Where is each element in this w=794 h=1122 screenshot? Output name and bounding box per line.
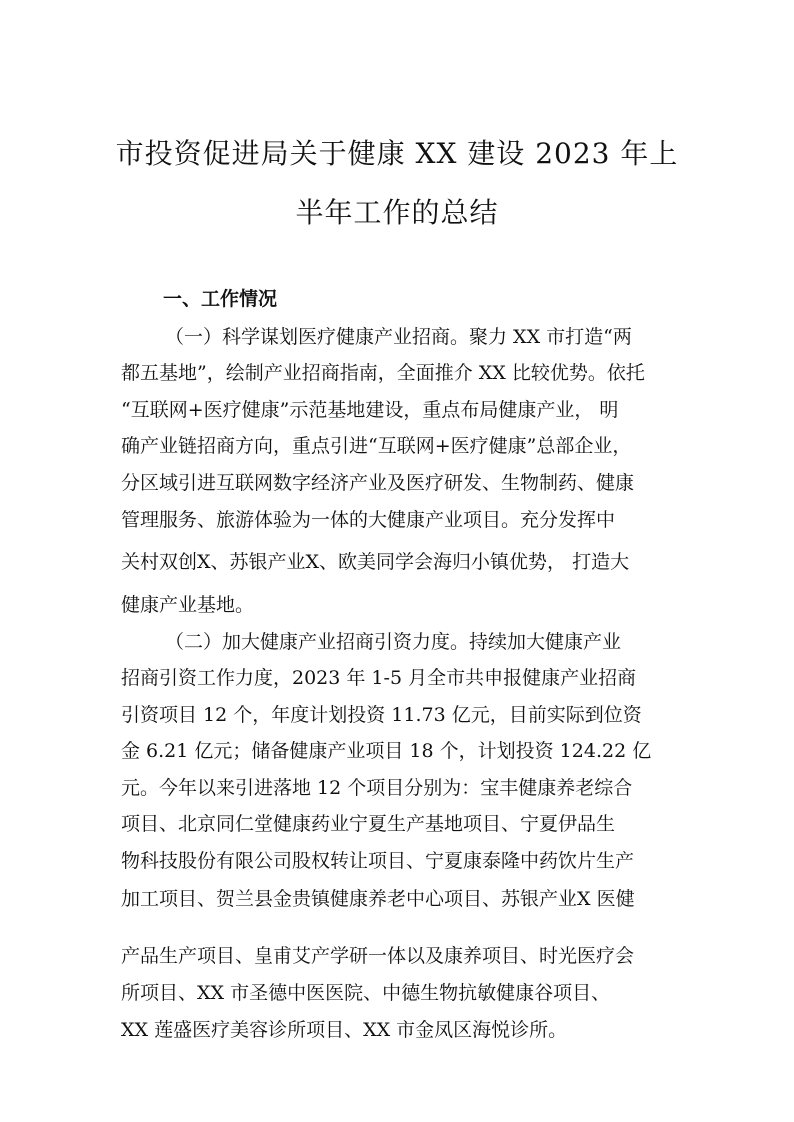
paragraph-2-line: 引资项目 12 个，年度计划投资 11.73 亿元，目前实际到位资 [121, 704, 642, 726]
document-title-line-2: 半年工作的总结 [295, 196, 499, 229]
paragraph-1-line: “互联网+医疗健康”示范基地建设，重点布局健康产业， 明 [121, 399, 619, 421]
section-heading: 一、工作情况 [163, 288, 278, 310]
paragraph-1-line: 关村双创X、苏银产业X、欧美同学会海归小镇优势， 打造大 [121, 551, 630, 573]
paragraph-1-line: 分区域引进互联网数字经济产业及医疗研发、生物制药、健康 [121, 472, 635, 494]
paragraph-2-line: 项目、北京同仁堂健康药业宁夏生产基地项目、宁夏伊品生 [121, 813, 616, 835]
paragraph-2-line: （二）加大健康产业招商引资力度。持续加大健康产业 [165, 631, 622, 653]
paragraph-2-line: 所项目、XX 市圣德中医医院、中德生物抗敏健康谷项目、 [121, 982, 611, 1004]
paragraph-2-line: 元。今年以来引进落地 12 个项目分别为：宝丰健康养老综合 [121, 777, 633, 799]
paragraph-1-line: （一）科学谋划医疗健康产业招商。聚力 XX 市打造“两 [165, 326, 632, 348]
paragraph-1-line: 都五基地”，绘制产业招商指南，全面推介 XX 比较优势。依托 [121, 362, 645, 384]
paragraph-2-line: 招商引资工作力度，2023 年 1-5 月全市共申报健康产业招商 [121, 667, 637, 689]
paragraph-1-line: 健康产业基地。 [121, 594, 255, 616]
paragraph-2-line: 金 6.21 亿元；储备健康产业项目 18 个，计划投资 124.22 亿 [121, 740, 652, 762]
paragraph-2-line: 物科技股份有限公司股权转让项目、宁夏康泰隆中药饮片生产 [121, 850, 635, 872]
paragraph-2-line: 加工项目、贺兰县金贵镇健康养老中心项目、苏银产业X 医健 [121, 888, 635, 910]
paragraph-2-line: 产品生产项目、皇甫艾产学研一体以及康养项目、时光医疗会 [121, 945, 635, 967]
paragraph-2-line: XX 莲盛医疗美容诊所项目、XX 市金凤区海悦诊所。 [121, 1019, 568, 1041]
document-title-line-1: 市投资促进局关于健康 XX 建设 2023 年上 [115, 137, 679, 170]
paragraph-1-line: 确产业链招商方向，重点引进“互联网+医疗健康”总部企业， [121, 435, 632, 457]
paragraph-1-line: 管理服务、旅游体验为一体的大健康产业项目。充分发挥中 [121, 509, 616, 531]
